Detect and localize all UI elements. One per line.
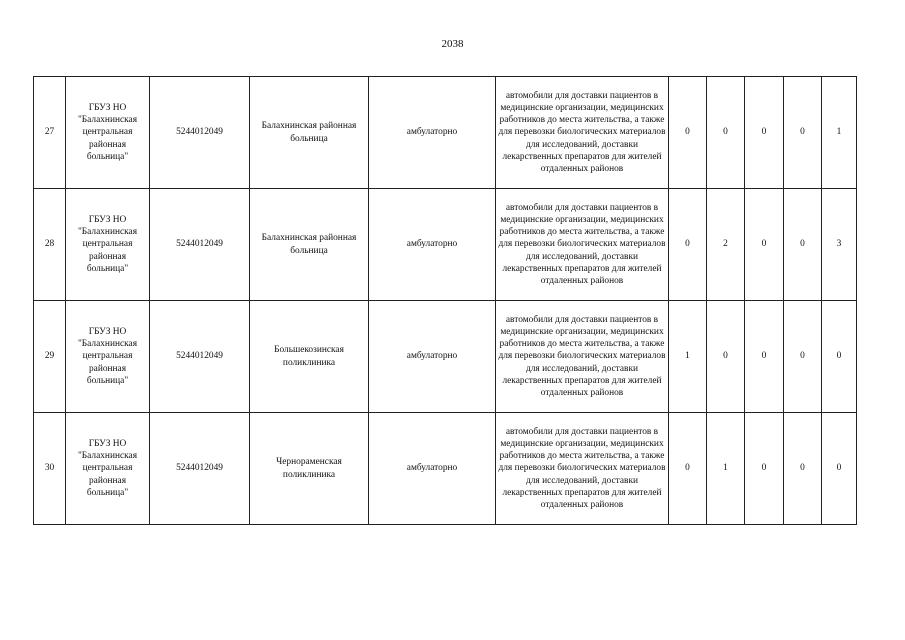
value-cell-3: 0	[745, 301, 784, 413]
value-cell-2: 0	[707, 301, 745, 413]
subdivision-cell: Чернораменская поликлиника	[250, 413, 369, 525]
table-row	[34, 77, 857, 189]
value-cell-2: 0	[707, 77, 745, 189]
table-row	[34, 189, 857, 301]
vehicles-table	[33, 76, 857, 525]
table-row	[34, 413, 857, 525]
inn-cell: 5244012049	[150, 413, 250, 525]
value-cell-4: 0	[784, 77, 822, 189]
subdivision-cell: Большекозинская поликлиника	[250, 301, 369, 413]
value-cell-2: 2	[707, 189, 745, 301]
care-mode-cell: амбулаторно	[369, 77, 496, 189]
care-mode-cell: амбулаторно	[369, 189, 496, 301]
row-number-cell: 29	[34, 301, 66, 413]
value-cell-5: 3	[822, 189, 857, 301]
inn-cell: 5244012049	[150, 189, 250, 301]
inn-cell: 5244012049	[150, 301, 250, 413]
purpose-cell: автомобили для доставки пациентов в медицинские организации, медицинских работников до места жительства, а также для перевозки биологических материалов для исследований, доставки лекарственных препаратов для жителей отдаленных районов	[496, 77, 669, 189]
value-cell-5: 0	[822, 301, 857, 413]
subdivision-cell: Балахнинская районная больница	[250, 189, 369, 301]
row-number-cell: 28	[34, 189, 66, 301]
value-cell-2: 1	[707, 413, 745, 525]
value-cell-3: 0	[745, 189, 784, 301]
value-cell-4: 0	[784, 189, 822, 301]
value-cell-1: 1	[669, 301, 707, 413]
organization-cell: ГБУЗ НО "Балахнинская центральная районная больница"	[66, 413, 150, 525]
value-cell-4: 0	[784, 413, 822, 525]
value-cell-5: 1	[822, 77, 857, 189]
organization-cell: ГБУЗ НО "Балахнинская центральная районная больница"	[66, 77, 150, 189]
row-number-cell: 30	[34, 413, 66, 525]
purpose-cell: автомобили для доставки пациентов в медицинские организации, медицинских работников до места жительства, а также для перевозки биологических материалов для исследований, доставки лекарственных препаратов для жителей отдаленных районов	[496, 301, 669, 413]
inn-cell: 5244012049	[150, 77, 250, 189]
value-cell-3: 0	[745, 77, 784, 189]
purpose-cell: автомобили для доставки пациентов в медицинские организации, медицинских работников до места жительства, а также для перевозки биологических материалов для исследований, доставки лекарственных препаратов для жителей отдаленных районов	[496, 413, 669, 525]
subdivision-cell: Балахнинская районная больница	[250, 77, 369, 189]
purpose-cell: автомобили для доставки пациентов в медицинские организации, медицинских работников до места жительства, а также для перевозки биологических материалов для исследований, доставки лекарственных препаратов для жителей отдаленных районов	[496, 189, 669, 301]
value-cell-1: 0	[669, 77, 707, 189]
organization-cell: ГБУЗ НО "Балахнинская центральная районная больница"	[66, 189, 150, 301]
row-number-cell: 27	[34, 77, 66, 189]
care-mode-cell: амбулаторно	[369, 413, 496, 525]
page-number: 2038	[441, 38, 464, 50]
value-cell-5: 0	[822, 413, 857, 525]
value-cell-4: 0	[784, 301, 822, 413]
care-mode-cell: амбулаторно	[369, 301, 496, 413]
table-row	[34, 301, 857, 413]
organization-cell: ГБУЗ НО "Балахнинская центральная районная больница"	[66, 301, 150, 413]
value-cell-1: 0	[669, 189, 707, 301]
value-cell-3: 0	[745, 413, 784, 525]
value-cell-1: 0	[669, 413, 707, 525]
